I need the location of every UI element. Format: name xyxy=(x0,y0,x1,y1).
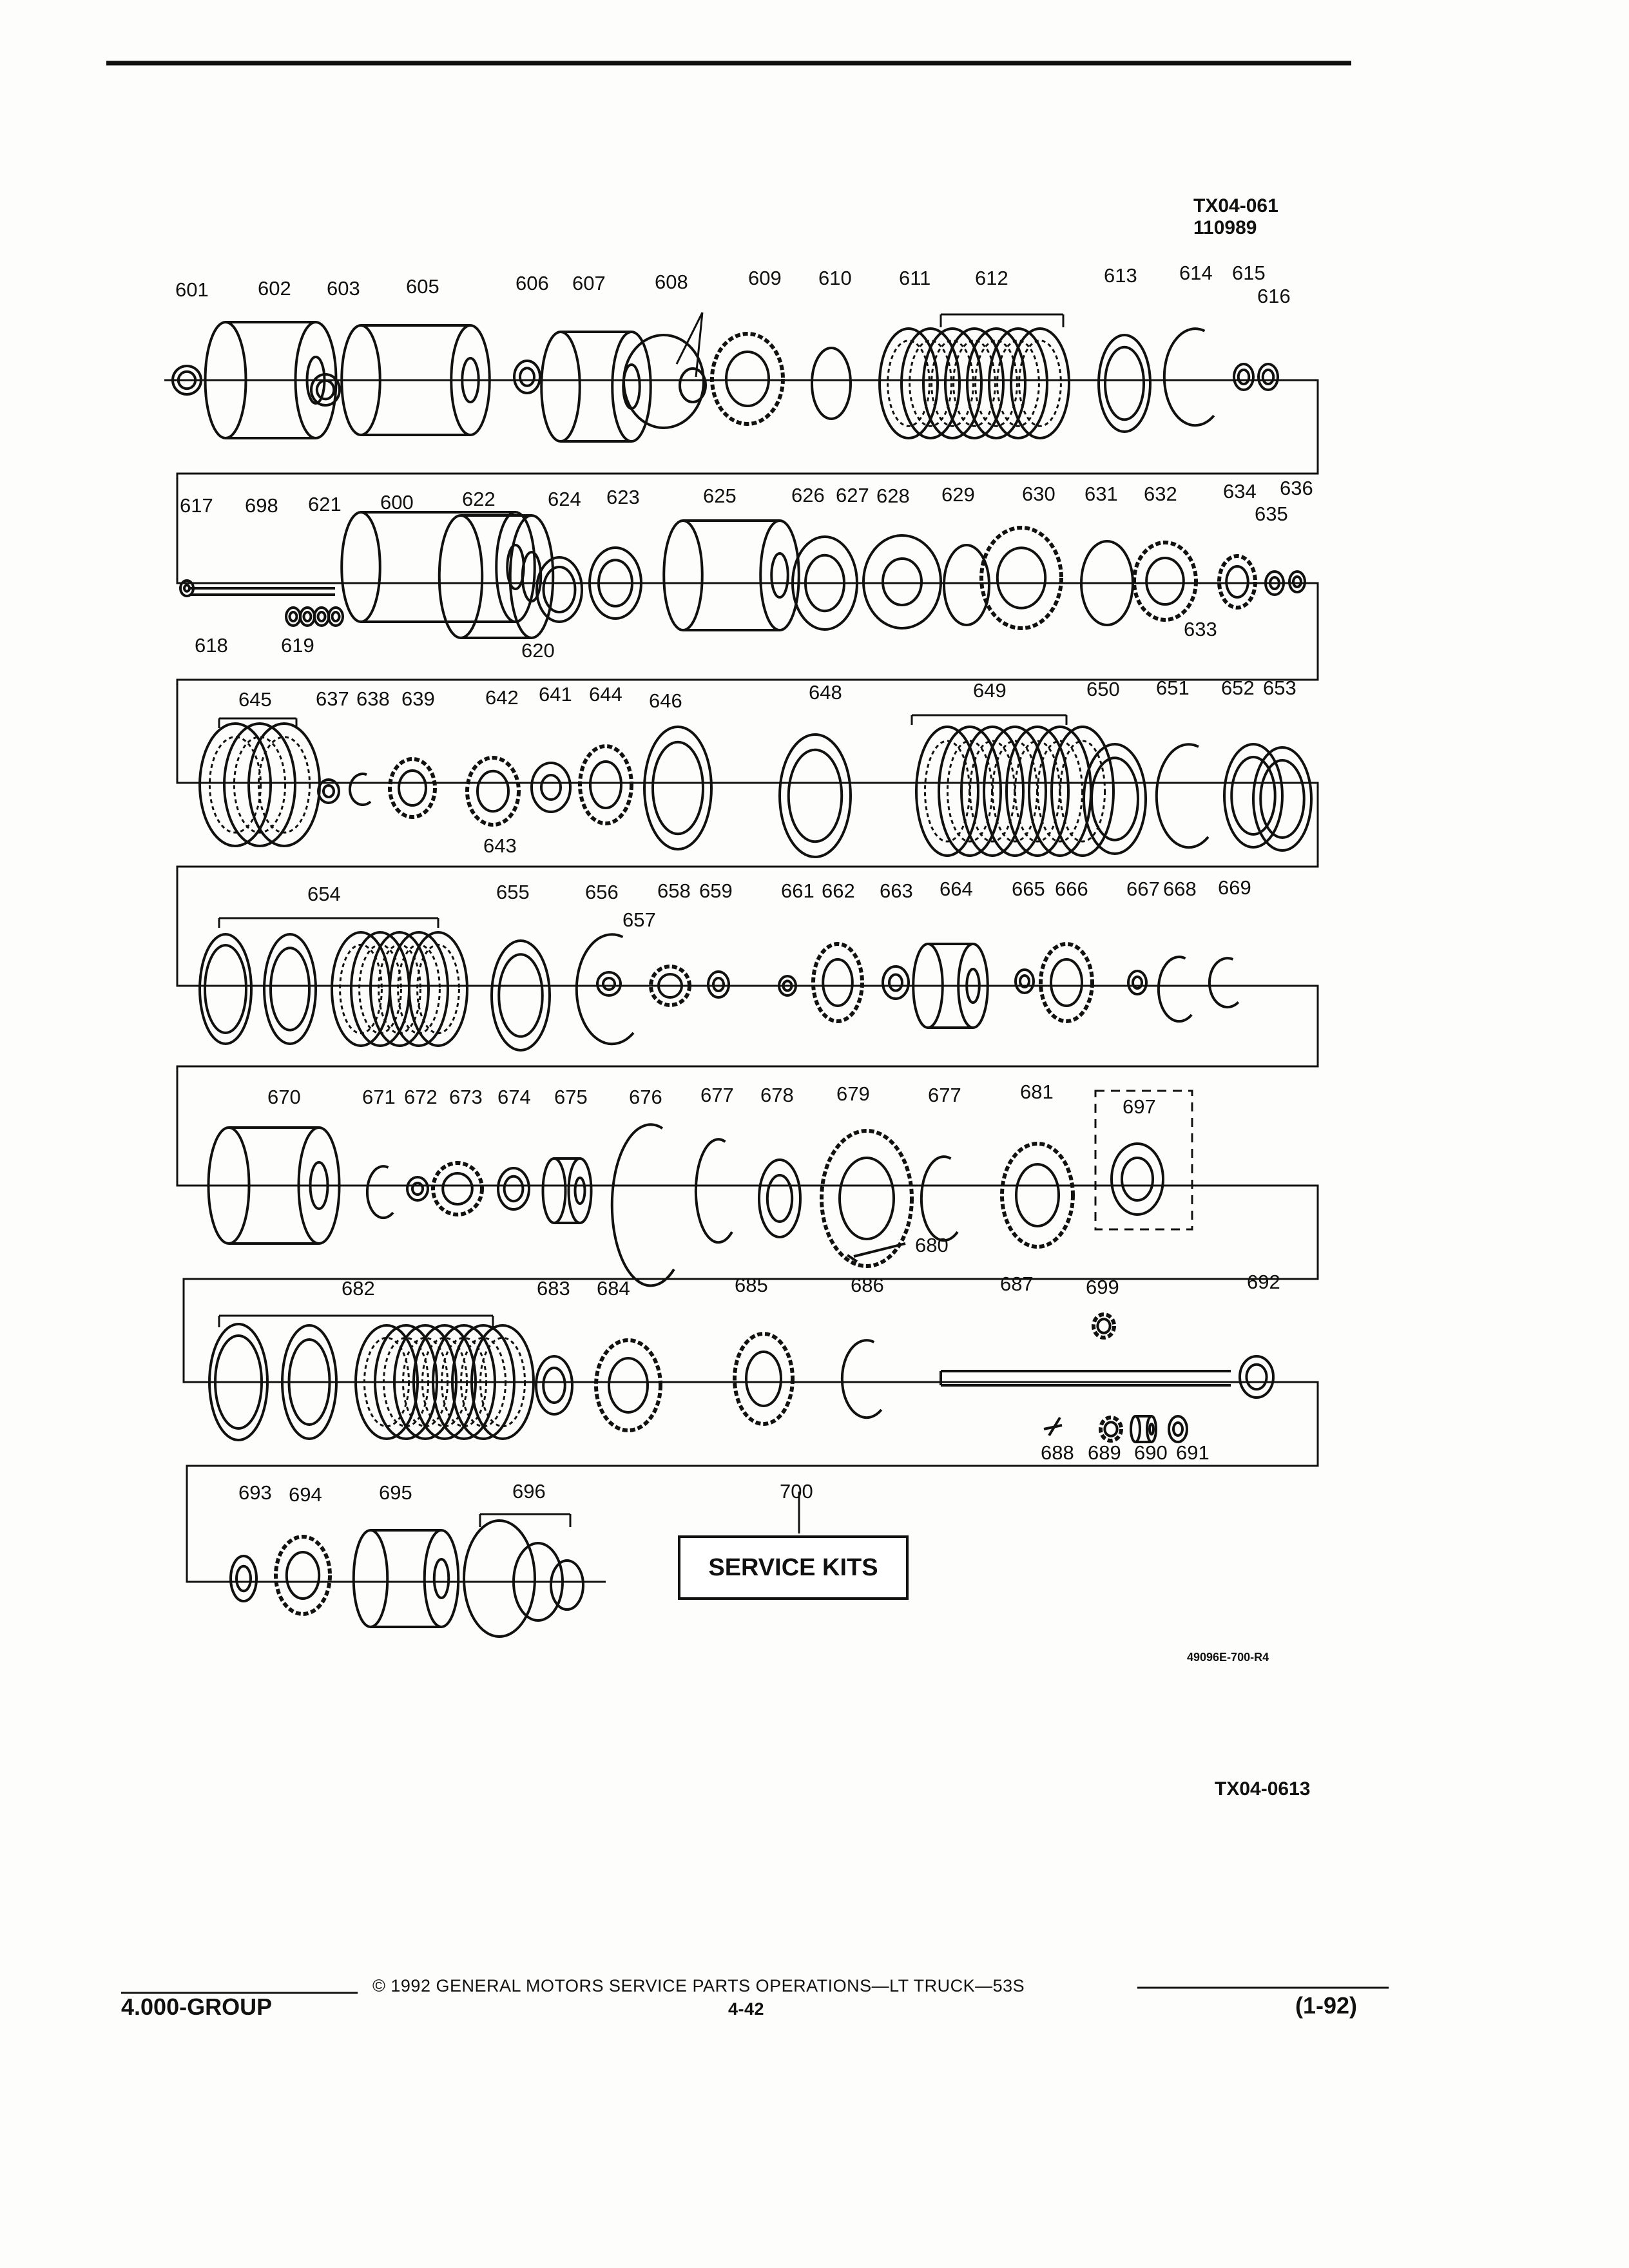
part-label-row7-3: 696 xyxy=(512,1480,546,1503)
part-label-row3-10: 650 xyxy=(1086,678,1120,700)
part-label-row1-3: 605 xyxy=(406,275,439,298)
service-kits-box: SERVICE KITS xyxy=(678,1535,909,1600)
part-630 xyxy=(981,528,1061,628)
part-label-row2-3: 600 xyxy=(380,491,414,514)
part-label-row3-14: 643 xyxy=(483,834,517,857)
part-label-row6-0: 682 xyxy=(342,1277,375,1300)
part-label-row1-4: 606 xyxy=(516,272,549,294)
part-669 xyxy=(1210,958,1239,1007)
part-654-disc-a xyxy=(200,934,251,1044)
part-609-hub xyxy=(712,334,783,424)
part-label-row2-15: 634 xyxy=(1223,480,1257,503)
part-label-row5-2: 672 xyxy=(404,1086,438,1108)
part-label-row2-18: 633 xyxy=(1184,618,1217,640)
part-label-row2-10: 628 xyxy=(876,485,910,507)
part-691 xyxy=(1169,1416,1187,1442)
part-619-ring-2 xyxy=(314,608,329,626)
part-654-clutch-pack xyxy=(332,932,467,1046)
part-label-row4-8: 663 xyxy=(880,879,913,902)
part-696-seal-a xyxy=(464,1521,535,1637)
part-label-row2-21: 620 xyxy=(521,639,555,662)
part-651 xyxy=(1157,744,1208,847)
part-697 xyxy=(1112,1144,1163,1215)
part-label-row5-11: 681 xyxy=(1020,1081,1054,1103)
part-label-row2-20: 619 xyxy=(281,634,314,657)
part-676 xyxy=(612,1124,674,1285)
part-692 xyxy=(1240,1356,1273,1398)
part-label-row5-5: 675 xyxy=(554,1086,588,1108)
part-label-row1-5: 607 xyxy=(572,272,606,294)
part-686 xyxy=(842,1340,882,1418)
part-label-row5-8: 678 xyxy=(760,1084,794,1106)
part-680-pin xyxy=(847,1244,905,1262)
part-label-row7-0: 693 xyxy=(238,1481,272,1504)
drawing-number: 49096E-700-R4 xyxy=(1187,1651,1269,1664)
part-665 xyxy=(1016,970,1034,993)
part-624 xyxy=(537,557,582,622)
part-label-row1-9: 611 xyxy=(899,267,931,289)
part-label-row1-8: 610 xyxy=(818,267,852,289)
part-label-row5-6: 676 xyxy=(629,1086,662,1108)
part-label-row6-4: 686 xyxy=(851,1274,884,1296)
part-label-row5-13: 680 xyxy=(915,1234,949,1256)
part-label-row4-10: 665 xyxy=(1012,878,1045,900)
part-608-oring xyxy=(680,369,706,402)
part-646 xyxy=(644,727,711,849)
part-654-disc-b xyxy=(264,934,316,1044)
part-659 xyxy=(708,972,729,997)
part-672 xyxy=(407,1177,428,1200)
part-label-row4-4: 658 xyxy=(657,879,691,902)
revision-date: (1-92) xyxy=(1295,1992,1358,2019)
part-label-row3-3: 639 xyxy=(401,687,435,710)
part-label-row4-9: 664 xyxy=(940,878,973,900)
part-label-row2-19: 618 xyxy=(195,634,228,657)
part-label-row2-5: 624 xyxy=(548,488,581,510)
part-655 xyxy=(492,941,550,1050)
part-684 xyxy=(596,1340,660,1430)
part-645-clutch-pack xyxy=(200,724,320,846)
part-label-row5-0: 670 xyxy=(267,1086,301,1108)
part-625-carrier xyxy=(664,521,799,630)
part-615 xyxy=(1234,364,1253,390)
part-label-row2-13: 631 xyxy=(1084,483,1118,505)
part-619-ring-1 xyxy=(300,608,314,626)
part-label-row6-5: 687 xyxy=(1000,1273,1034,1295)
part-label-row4-6: 661 xyxy=(781,879,815,902)
part-689 xyxy=(1101,1418,1121,1441)
part-label-row4-11: 666 xyxy=(1055,878,1088,900)
part-678 xyxy=(759,1160,800,1237)
part-label-row2-8: 626 xyxy=(791,484,825,506)
copyright-line: © 1992 GENERAL MOTORS SERVICE PARTS OPERATIONS—LT TRUCK—53S xyxy=(372,1976,1025,1995)
part-667 xyxy=(1128,971,1146,994)
part-label-row7-2: 695 xyxy=(379,1481,412,1504)
part-632 xyxy=(1134,543,1196,620)
part-label-row3-6: 644 xyxy=(589,683,622,706)
part-label-row7-4: 700 xyxy=(780,1480,813,1503)
figure-code-line2: 110989 xyxy=(1193,217,1257,238)
part-613 xyxy=(1099,335,1150,432)
part-label-row2-4: 622 xyxy=(462,488,496,510)
part-616 xyxy=(1258,364,1278,390)
part-641 xyxy=(532,763,570,812)
figure-code-line1: TX04-061 xyxy=(1193,195,1278,216)
part-681 xyxy=(1002,1144,1073,1247)
part-label-row4-1: 655 xyxy=(496,881,530,903)
part-634 xyxy=(1219,556,1255,608)
part-683 xyxy=(536,1356,572,1414)
part-619-ring-0 xyxy=(286,608,300,626)
part-label-row3-9: 649 xyxy=(973,679,1007,702)
part-label-row2-1: 698 xyxy=(245,494,278,517)
part-688-clip xyxy=(1044,1418,1062,1436)
part-label-row5-3: 673 xyxy=(449,1086,483,1108)
part-label-row6-6: 699 xyxy=(1086,1276,1119,1298)
part-663 xyxy=(883,966,909,999)
part-label-row6-7: 692 xyxy=(1247,1271,1280,1293)
part-label-row1-2: 603 xyxy=(327,277,360,300)
part-671 xyxy=(367,1166,393,1218)
part-label-row6-8: 688 xyxy=(1041,1441,1074,1464)
part-label-row1-7: 609 xyxy=(748,267,782,289)
part-687-output-shaft xyxy=(941,1371,1231,1385)
part-621-drum xyxy=(342,512,535,622)
callout-bracket-4 xyxy=(219,918,438,928)
part-label-row5-7: 677 xyxy=(700,1084,734,1106)
part-614 xyxy=(1164,329,1214,425)
part-label-row5-1: 671 xyxy=(362,1086,396,1108)
part-label-row3-7: 646 xyxy=(649,689,682,712)
part-674 xyxy=(498,1168,529,1209)
part-617-shaft xyxy=(190,588,335,595)
part-label-row3-2: 638 xyxy=(356,687,390,710)
bottom-figure-code: TX04-0613 xyxy=(1215,1778,1311,1800)
part-label-row3-13: 653 xyxy=(1263,677,1296,699)
part-648 xyxy=(780,735,851,857)
part-636 xyxy=(1289,572,1305,592)
part-label-row1-12: 614 xyxy=(1179,262,1213,284)
part-label-row2-14: 632 xyxy=(1144,483,1177,505)
part-638 xyxy=(350,774,371,805)
part-label-row1-13: 615 xyxy=(1232,262,1266,284)
part-label-row1-14: 616 xyxy=(1257,285,1291,307)
part-label-row2-6: 623 xyxy=(606,486,640,508)
part-label-row3-0: 645 xyxy=(238,688,272,711)
callout-bracket-1 xyxy=(941,314,1063,327)
part-label-row2-7: 625 xyxy=(703,485,737,507)
part-label-row1-10: 612 xyxy=(975,267,1008,289)
part-695 xyxy=(354,1530,459,1627)
part-label-row1-6: 608 xyxy=(655,271,688,293)
part-label-row1-1: 602 xyxy=(258,277,291,300)
part-label-row2-2: 621 xyxy=(308,493,342,515)
part-699 xyxy=(1094,1314,1114,1338)
part-label-row7-1: 694 xyxy=(289,1483,322,1506)
part-696-seal-c xyxy=(551,1561,583,1610)
part-label-row2-17: 635 xyxy=(1255,503,1288,525)
part-label-row6-10: 690 xyxy=(1134,1441,1168,1464)
part-label-row2-0: 617 xyxy=(180,494,213,517)
callout-bracket-2 xyxy=(912,715,1066,725)
group-label: 4.000-GROUP xyxy=(121,1994,273,2020)
part-label-row4-3: 657 xyxy=(622,908,656,931)
part-label-row4-2: 656 xyxy=(585,881,619,903)
part-label-row3-4: 642 xyxy=(485,686,519,709)
part-650 xyxy=(1084,744,1146,854)
part-677b xyxy=(921,1157,958,1240)
part-label-row6-11: 691 xyxy=(1176,1441,1210,1464)
part-label-row5-9: 679 xyxy=(836,1082,870,1105)
part-619-ring-3 xyxy=(329,608,343,626)
part-label-row3-1: 637 xyxy=(316,687,349,710)
part-label-row5-12: 697 xyxy=(1123,1095,1156,1118)
part-label-row5-10: 677 xyxy=(928,1084,961,1106)
part-610-snapring xyxy=(812,348,851,419)
part-685 xyxy=(735,1334,793,1424)
part-label-row2-9: 627 xyxy=(836,484,869,506)
part-label-row6-9: 689 xyxy=(1088,1441,1121,1464)
part-675 xyxy=(543,1158,592,1223)
part-label-row3-11: 651 xyxy=(1156,677,1190,699)
part-label-row6-3: 685 xyxy=(735,1274,768,1296)
part-666 xyxy=(1041,944,1092,1021)
part-611-612-clutch-pack xyxy=(880,329,1069,438)
part-label-row4-7: 662 xyxy=(822,879,855,902)
part-628 xyxy=(863,535,941,628)
part-label-row3-12: 652 xyxy=(1221,677,1255,699)
part-677a xyxy=(696,1139,732,1242)
part-673 xyxy=(433,1163,482,1215)
part-label-row4-13: 668 xyxy=(1163,878,1197,900)
part-657 xyxy=(597,972,621,995)
part-label-row3-5: 641 xyxy=(539,683,572,706)
part-label-row6-1: 683 xyxy=(537,1277,570,1300)
assembly-flow-line xyxy=(164,380,1318,1582)
part-662 xyxy=(813,944,862,1021)
part-label-row2-12: 630 xyxy=(1022,483,1055,505)
part-668 xyxy=(1159,957,1191,1021)
part-label-row4-12: 667 xyxy=(1126,878,1160,900)
part-label-row1-0: 601 xyxy=(175,278,209,301)
part-label-row2-16: 636 xyxy=(1280,477,1313,499)
part-label-row2-11: 629 xyxy=(941,483,975,506)
page-number: 4-42 xyxy=(728,1999,765,2019)
part-label-row4-5: 659 xyxy=(699,879,733,902)
part-690 xyxy=(1131,1416,1156,1442)
part-label-row3-8: 648 xyxy=(809,681,842,704)
part-642 xyxy=(467,758,519,825)
part-693 xyxy=(231,1556,256,1601)
part-694 xyxy=(276,1537,330,1614)
part-644 xyxy=(580,746,631,823)
figure-code-header xyxy=(1193,195,1278,239)
part-606 xyxy=(514,361,540,393)
part-label-row1-11: 613 xyxy=(1104,264,1137,287)
part-label-row4-14: 669 xyxy=(1218,876,1251,899)
part-label-row6-2: 684 xyxy=(597,1277,630,1300)
part-639 xyxy=(390,759,435,817)
part-608-seal xyxy=(624,335,704,428)
part-label-row4-0: 654 xyxy=(307,883,341,905)
part-label-row5-4: 674 xyxy=(497,1086,531,1108)
